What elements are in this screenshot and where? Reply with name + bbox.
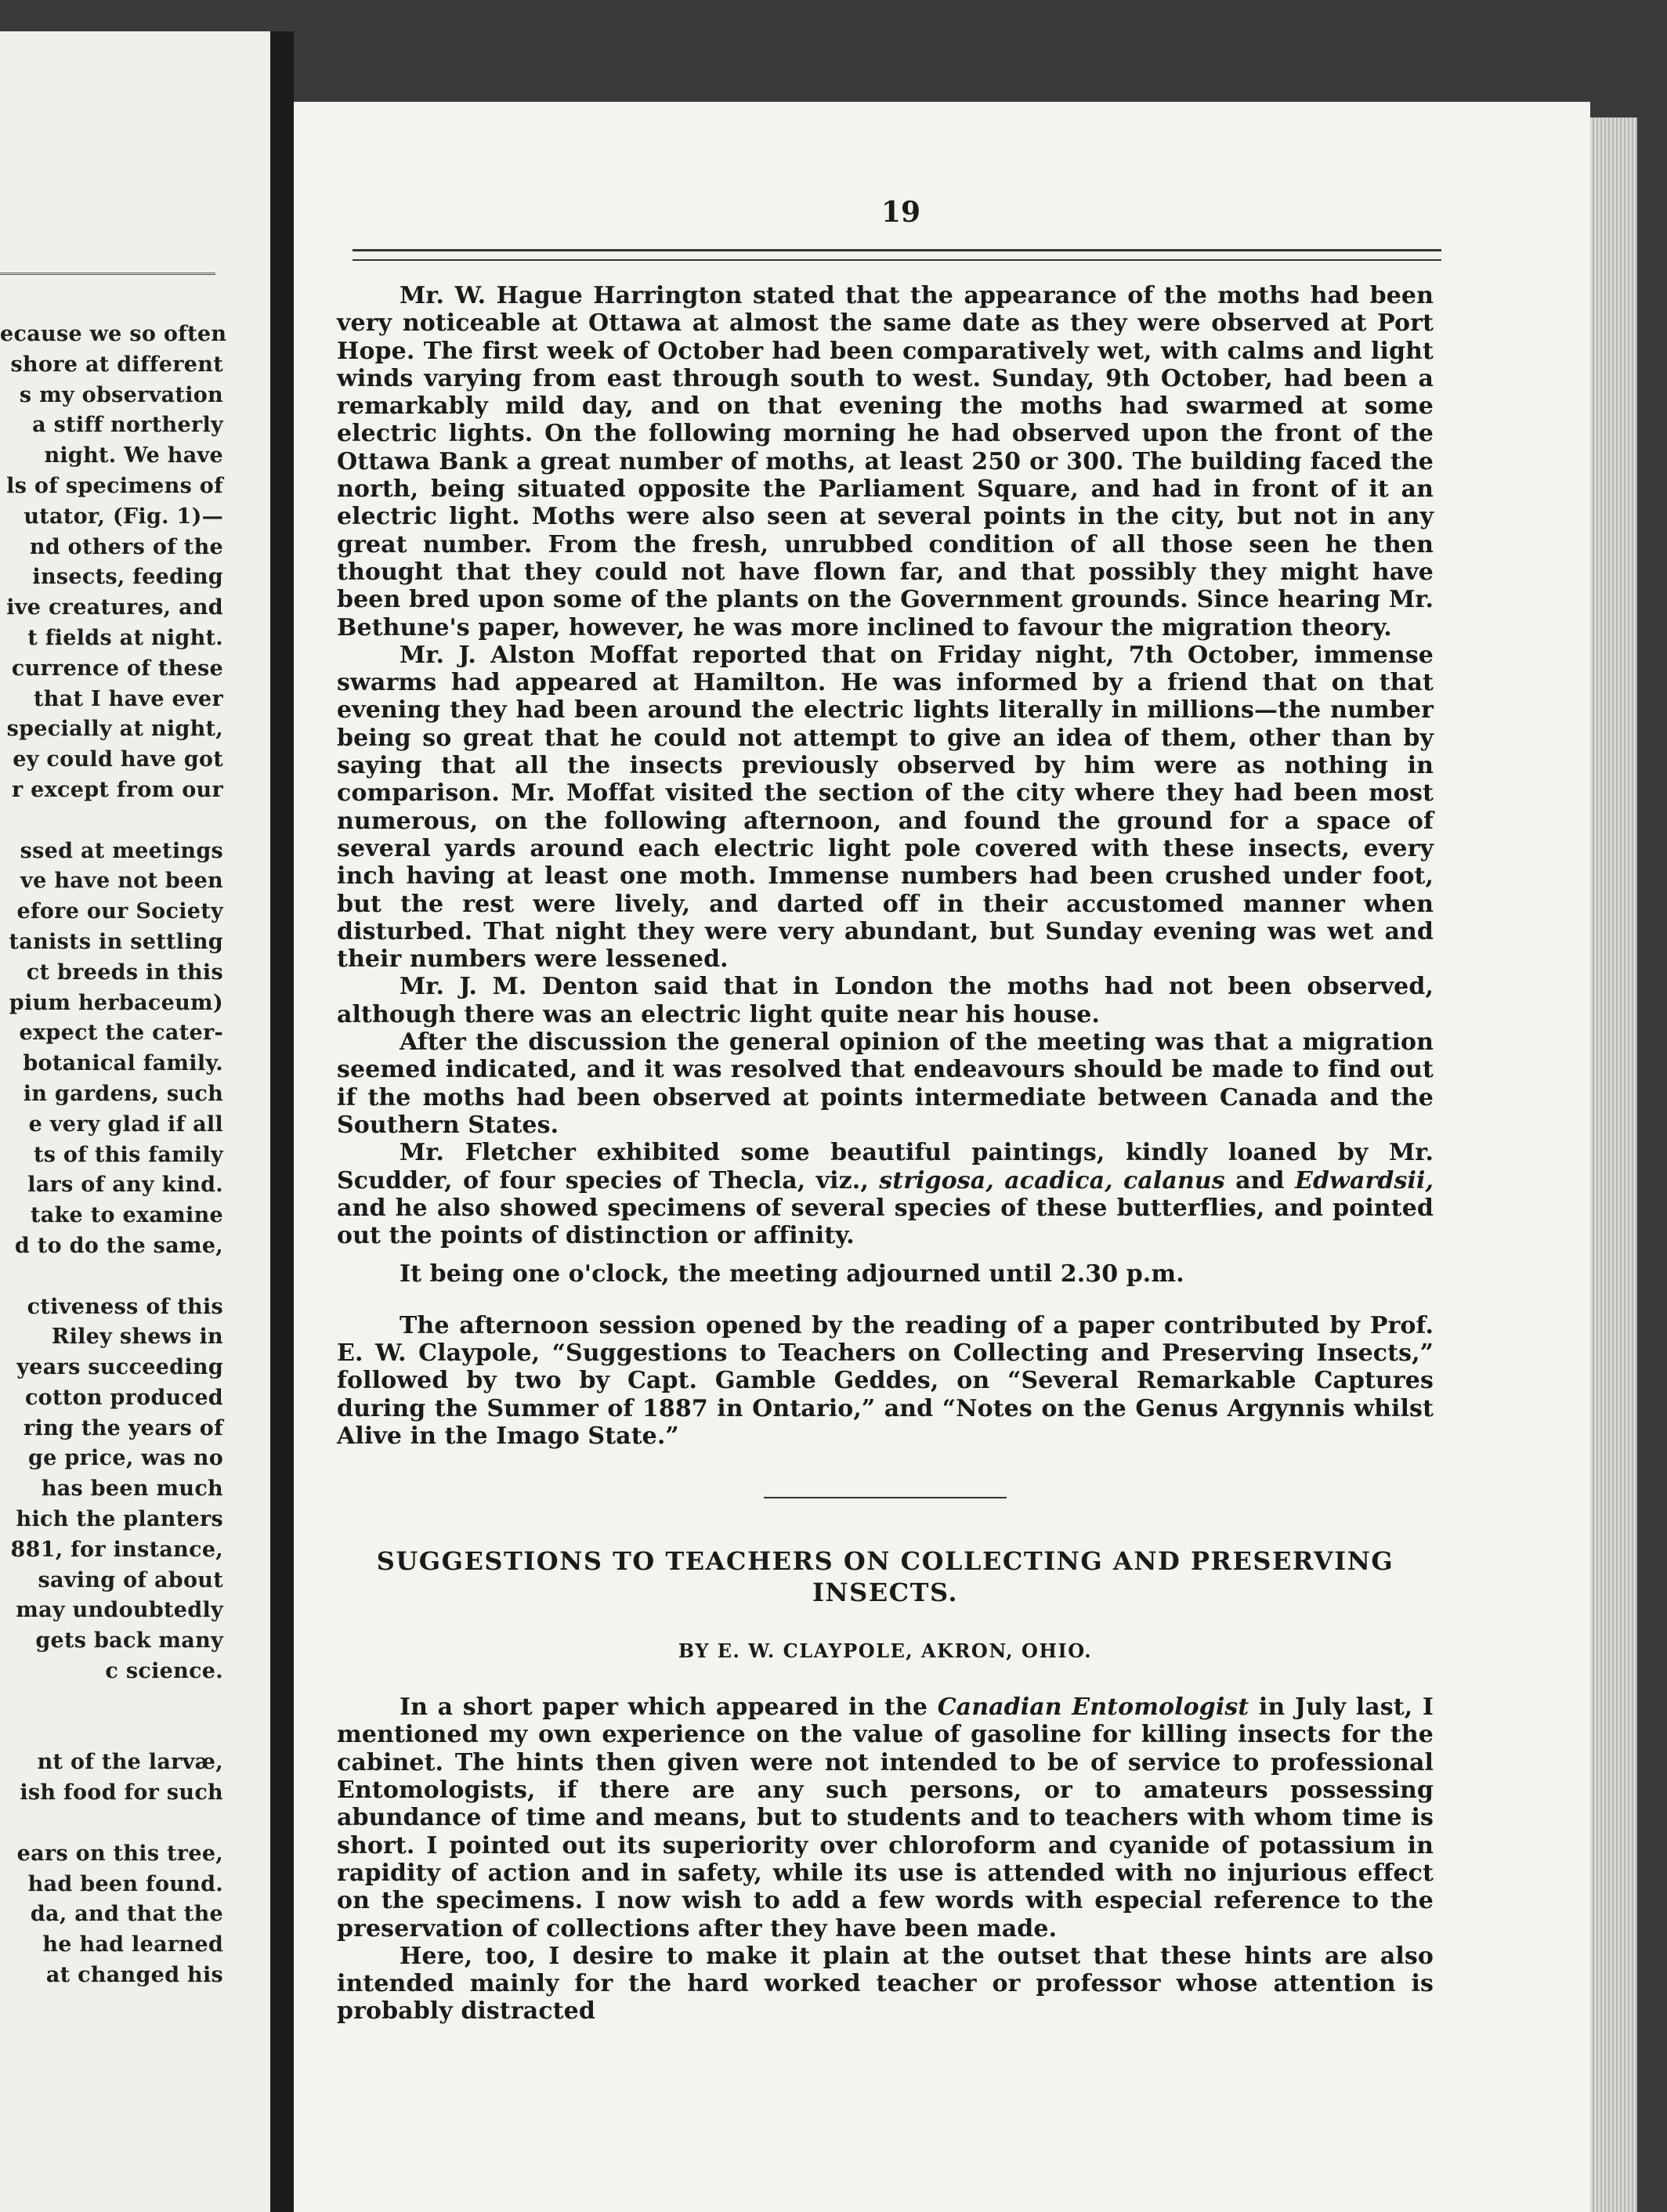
page-body bbox=[337, 282, 1434, 2026]
left-page-line: take to examine bbox=[30, 1203, 223, 1228]
left-page-line: ive creatures, and bbox=[6, 595, 223, 620]
left-page-line bbox=[0, 1687, 223, 1718]
left-page-line: has been much bbox=[41, 1476, 223, 1502]
left-page-line: currence of these bbox=[11, 656, 223, 681]
left-page-line bbox=[0, 1718, 223, 1748]
afternoon-paragraph: The afternoon session opened by the reading of a paper contributed by Prof. E. W. Claypole, “Suggestions to Teachers on Collecting and Preserving Insects,” followed by two by Capt. Gamble Geddes, on “Several Remarkable Captures during the Summer of 1887 in Ontario,” and “Notes on the Genus Argynnis whilst Alive in the Imago State.” bbox=[337, 1311, 1434, 1450]
page-number: 19 bbox=[881, 196, 921, 229]
left-page-line: that I have ever bbox=[34, 686, 223, 711]
left-page-line: d to do the same, bbox=[14, 1233, 223, 1258]
left-page-line: ge price, was no bbox=[27, 1446, 223, 1471]
left-page-line: ecause we so often bbox=[0, 322, 227, 346]
left-page-line: utator, (Fig. 1)— bbox=[24, 504, 223, 529]
left-page-line: insects, feeding bbox=[32, 565, 223, 590]
claypole-paragraph-2: Here, too, I desire to make it plain at the outset that these hints are also intended mainly for the hard worked teacher or professor whose attention is probably distracted bbox=[337, 1942, 1434, 2026]
left-page-line: night. We have bbox=[44, 443, 223, 468]
left-page-line: Riley shews in bbox=[51, 1325, 223, 1350]
moffat-paragraph: Mr. J. Alston Moffat reported that on Friday night, 7th October, immense swarms had appeared at Hamilton. He was informed by a friend that on that evening they had been around the electric lights literally in millions—the number being so great that he could not attempt to give an idea of them, other than by saying that all the insects previously observed by him were as nothing in comparison. Mr. Moffat visited the section of the city where they had been most numerous, on the following afternoon, and found the ground for a space of several yards around each electric light pole covered with these insects, every inch having at least one moth. Immense numbers had been crushed under foot, but the rest were lively, and darted off in their accustomed manner when disturbed. That night they were very abundant, but Sunday evening was wet and their numbers were lessened. bbox=[337, 641, 1434, 974]
left-page-rule bbox=[0, 273, 215, 280]
left-page-line: ssed at meetings bbox=[20, 838, 223, 863]
left-page-line: ls of specimens of bbox=[6, 473, 223, 498]
left-page-line: nd others of the bbox=[29, 534, 223, 559]
fletcher-species-2: Edwardsii, bbox=[1294, 1166, 1434, 1195]
left-page-line: t fields at night. bbox=[27, 625, 223, 650]
left-page-line bbox=[0, 1809, 223, 1839]
claypole-paragraph-1 bbox=[337, 1693, 1434, 1943]
section-divider bbox=[764, 1497, 1007, 1498]
left-page-line: expect the cater- bbox=[19, 1021, 223, 1046]
left-page-text bbox=[0, 320, 227, 1991]
left-page-line: shore at different bbox=[10, 352, 223, 377]
left-page-line: ts of this family bbox=[33, 1142, 223, 1167]
left-page-line: saving of about bbox=[38, 1567, 223, 1592]
book-gutter bbox=[270, 31, 294, 2212]
left-page-line: at changed his bbox=[45, 1963, 223, 1988]
left-page-line: c science. bbox=[105, 1659, 223, 1684]
left-page-line: s my observation bbox=[19, 382, 223, 407]
left-page-line: tanists in settling bbox=[9, 929, 223, 954]
discussion-paragraph: After the discussion the general opinion of the meeting was that a migration seemed indicated, and it was resolved that endeavours should be made to find out if the moths had been observed at points intermediate between Canada and the Southern States. bbox=[337, 1028, 1434, 1139]
left-page-line: in gardens, such bbox=[23, 1081, 223, 1106]
left-page-line: botanical family. bbox=[23, 1051, 223, 1076]
left-page-line: years succeeding bbox=[16, 1355, 223, 1380]
left-page-line: nt of the larvæ, bbox=[37, 1750, 223, 1775]
left-page-line: gets back many bbox=[35, 1628, 223, 1654]
left-page-line: cotton produced bbox=[24, 1385, 223, 1410]
claypole-text-b: in July last, I mentioned my own experience on the value of gasoline for killing insects for the cabinet. The hints then given were not intended to be of service to professional Entomologists, if there are any such persons, or to amateurs possessing abundance of time and means, but to students and to teachers with whom time is short. I pointed out its superiority over chloroform and cyanide of potassium in rapidity of action and in safety, while its use is attended with no injurious effect on the specimens. I now wish to add a few words with especial reference to the preservation of collections after they have been made. bbox=[337, 1693, 1434, 1943]
left-page-line: lars of any kind. bbox=[27, 1173, 223, 1198]
left-page-line bbox=[0, 806, 223, 837]
left-page-fragment bbox=[0, 31, 270, 2212]
left-page-line: ish food for such bbox=[20, 1780, 223, 1805]
left-page-line: pium herbaceum) bbox=[9, 990, 223, 1015]
harrington-paragraph: Mr. W. Hague Harrington stated that the appearance of the moths had been very noticeable at Ottawa at almost the same date as they were observed at Port Hope. The first week of October had been comparatively wet, with calms and light winds varying from east through south to west. Sunday, 9th October, had been a remarkably mild day, and on that evening the moths had swarmed at some electric lights. On the following morning he had observed upon the front of the Ottawa Bank a great number of moths, at least 250 or 300. The building faced the north, being situated opposite the Parliament Square, and had in front of it an electric light. Moths were also seen at several points in the city, but not in any great number. From the fresh, unrubbed condition of all those seen he then thought that they could not have flown far, and that possibly they might have been bred upon some of the plants on the Government grounds. Since hearing Mr. Bethune's paper, however, he was more inclined to favour the migration theory. bbox=[337, 282, 1434, 642]
claypole-text-a: In a short paper which appeared in the bbox=[400, 1693, 938, 1722]
header-rule bbox=[353, 249, 1441, 261]
left-page-line: ring the years of bbox=[24, 1415, 223, 1440]
left-page-line: r except from our bbox=[11, 777, 223, 802]
left-page-line: ct breeds in this bbox=[26, 960, 223, 985]
journal-title: Canadian Entomologist bbox=[937, 1693, 1249, 1722]
section-title: SUGGESTIONS TO TEACHERS ON COLLECTING AND PRESERVING INSECTS. bbox=[376, 1546, 1394, 1608]
left-page-line: ctiveness of this bbox=[27, 1294, 223, 1319]
denton-paragraph: Mr. J. M. Denton said that in London the moths had not been observed, although there was an electric light quite near his house. bbox=[337, 973, 1434, 1028]
page-edges bbox=[1590, 117, 1637, 2212]
left-page-line: efore our Society bbox=[16, 899, 223, 924]
fletcher-text-a: Mr. Fletcher exhibited some beautiful paintings, kindly loaned by Mr. Scudder, of four species of Thecla, viz., bbox=[337, 1139, 1434, 1195]
left-page-line: specially at night, bbox=[6, 717, 223, 742]
left-page-line: ve have not been bbox=[20, 869, 223, 894]
left-page-line: may undoubtedly bbox=[16, 1598, 223, 1623]
left-page-line: hich the planters bbox=[16, 1507, 223, 1532]
fletcher-species-1: strigosa, acadica, calanus bbox=[879, 1166, 1225, 1195]
left-page-line: ey could have got bbox=[13, 747, 223, 772]
fletcher-text-b: and bbox=[1224, 1166, 1295, 1195]
left-page-line: he had learned bbox=[42, 1932, 223, 1957]
fletcher-paragraph bbox=[337, 1139, 1434, 1249]
left-page-line: e very glad if all bbox=[28, 1111, 223, 1137]
left-page-line: had been found. bbox=[27, 1871, 223, 1896]
left-page-line bbox=[0, 1262, 223, 1292]
fletcher-text-c: and he also showed specimens of several species of these butterflies, and pointed out the points of distinction or affinity. bbox=[337, 1194, 1434, 1250]
left-page-line: a stiff northerly bbox=[32, 413, 223, 438]
adjourn-paragraph: It being one o'clock, the meeting adjourned until 2.30 p.m. bbox=[400, 1260, 1184, 1289]
left-page-line: da, and that the bbox=[30, 1902, 223, 1927]
byline: BY E. W. CLAYPOLE, AKRON, OHIO. bbox=[678, 1639, 1093, 1663]
left-page-line: ears on this tree, bbox=[16, 1841, 223, 1866]
left-page-line: 881, for instance, bbox=[10, 1537, 223, 1562]
